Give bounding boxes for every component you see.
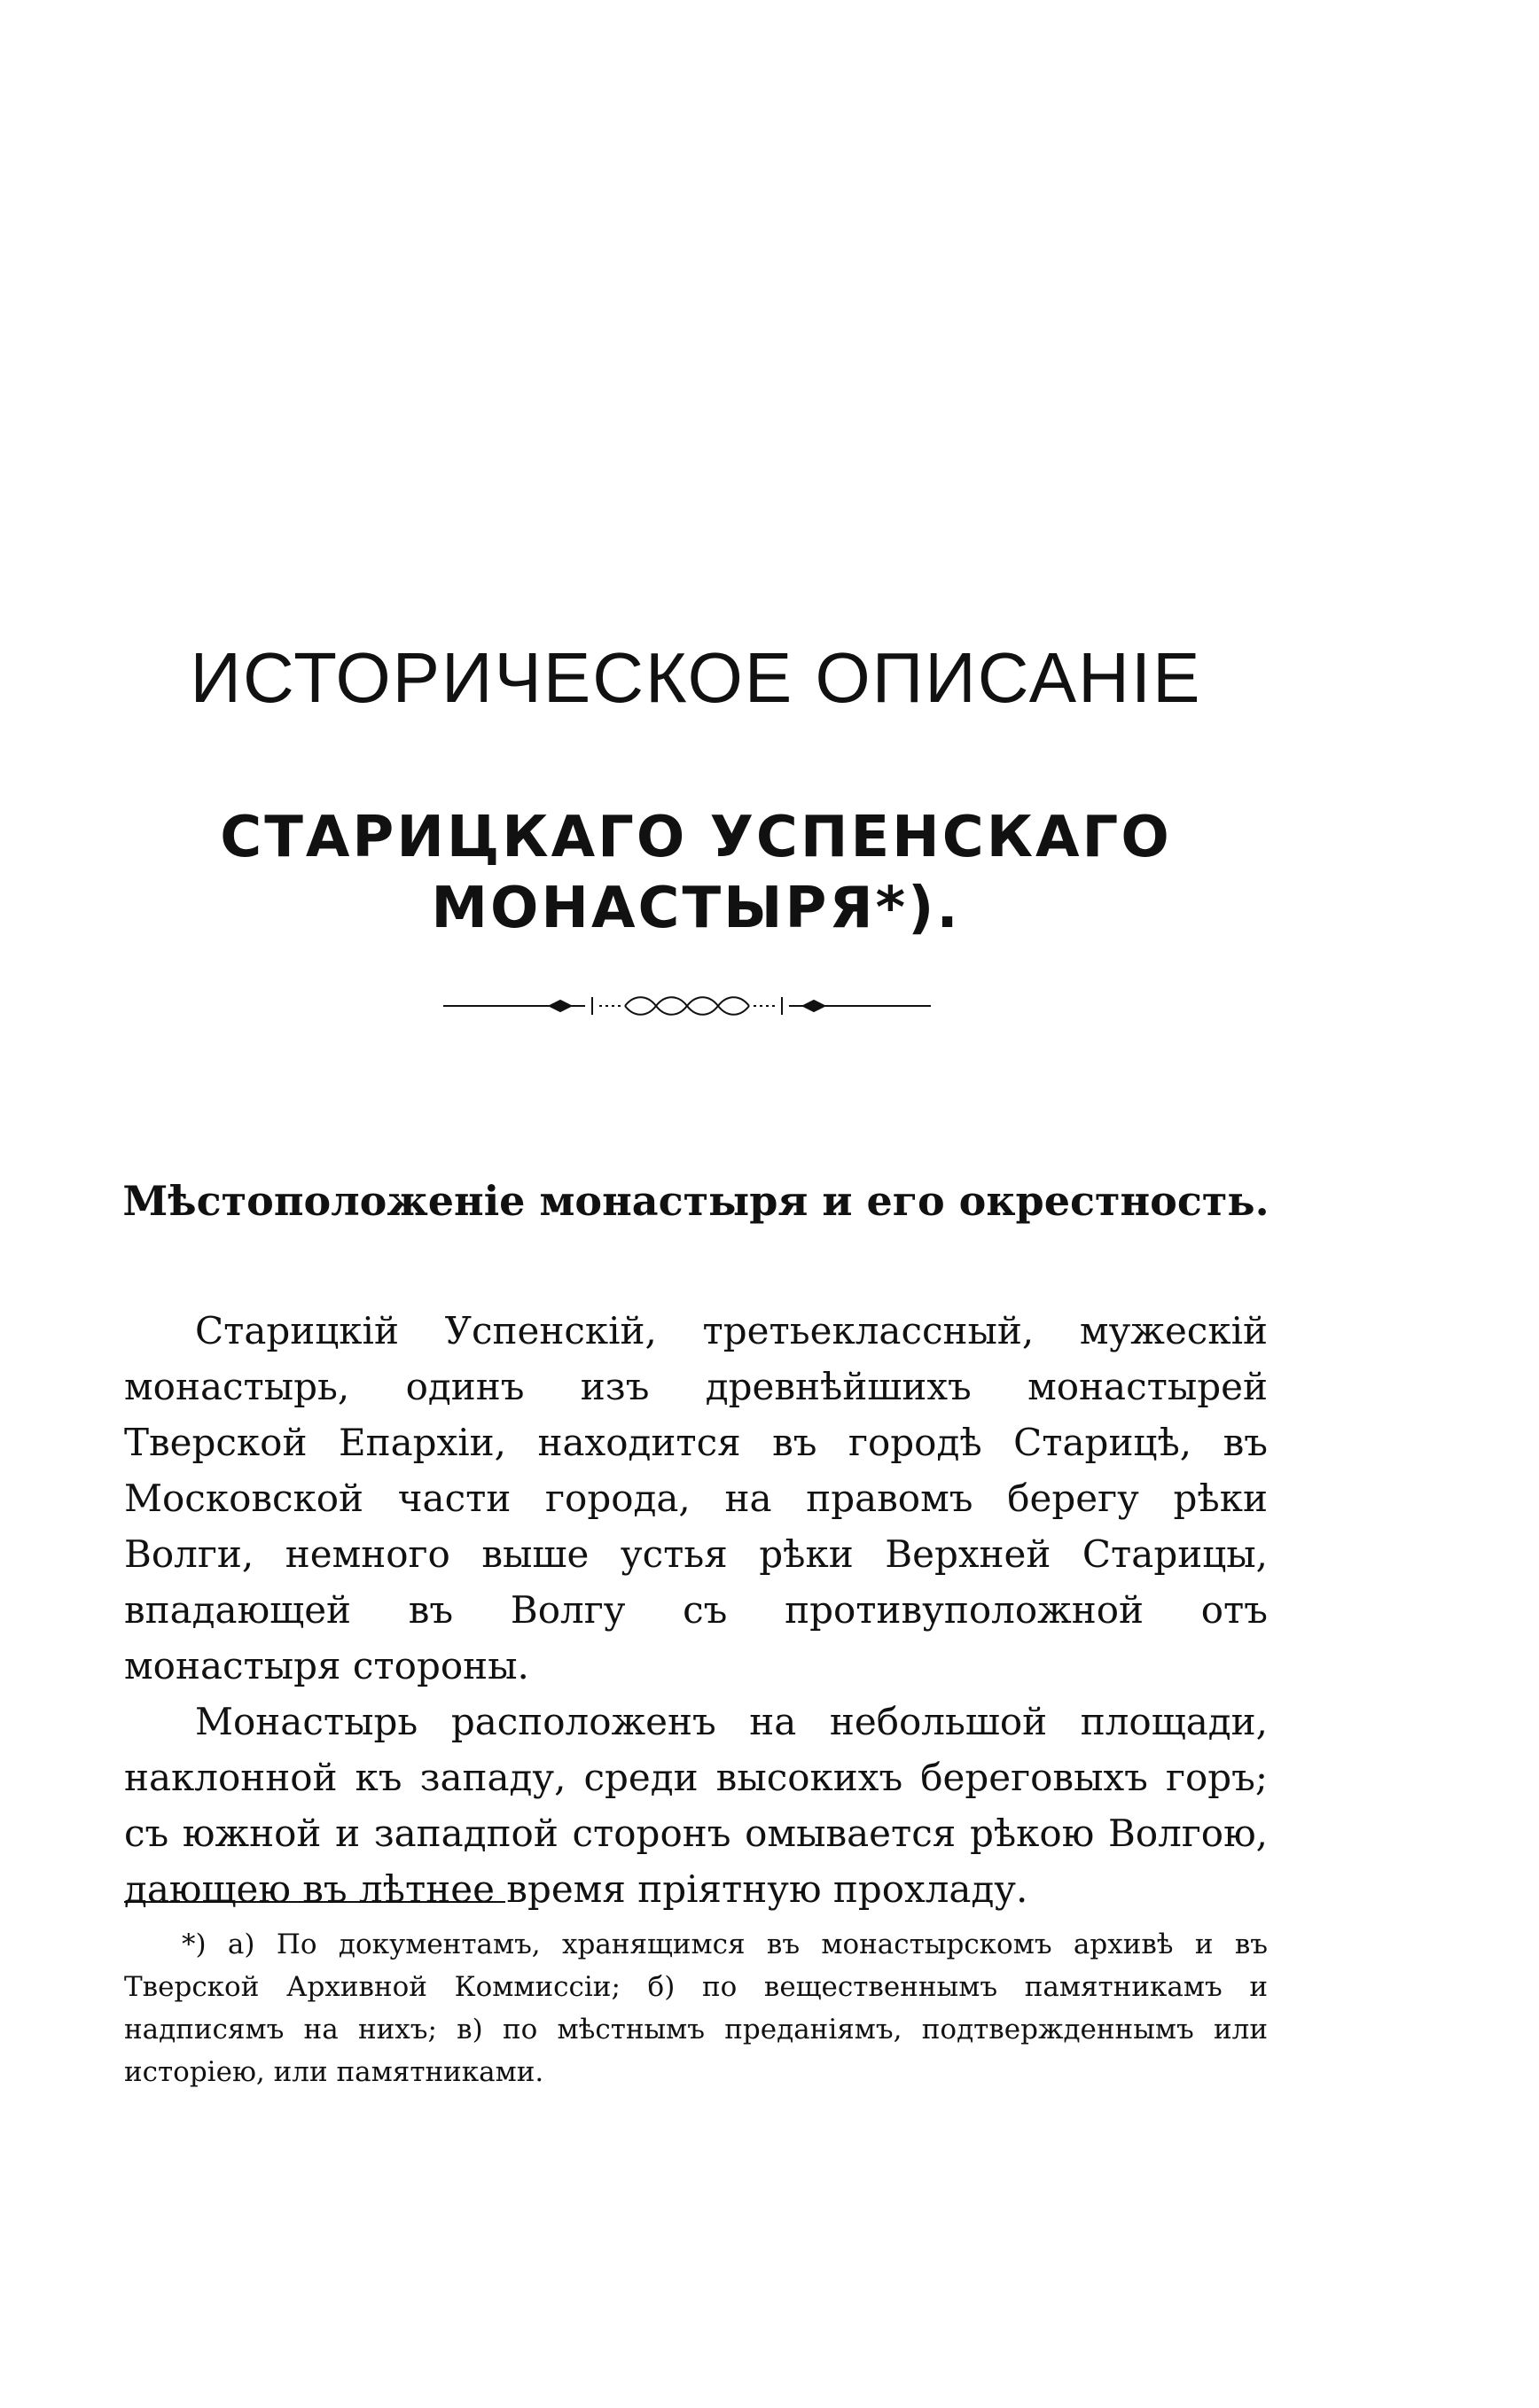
footnote	[124, 1923, 1268, 2093]
page-title: ИСТОРИЧЕСКОЕ ОПИСАНІЕ	[190, 638, 1202, 717]
section-heading: Мѣстоположеніе монастыря и его окрестность.	[122, 1177, 1269, 1225]
footnote-text: *) а) По документамъ, хранящимся въ монастырскомъ архивѣ и въ Тверской Архивной Коммиссіи; б) по вещественнымъ памятникамъ и надписямъ на нихъ; в) по мѣстнымъ преданіямъ, подтвержденнымъ или исторіею, или памятниками.	[124, 1929, 1268, 2088]
paragraph: Монастырь расположенъ на небольшой площади, наклонной къ западу, среди высокихъ береговыхъ горъ; съ южной и западпой сторонъ омывается рѣкою Волгою, дающею въ лѣтнее время пріятную прохладу.	[124, 1700, 1268, 1911]
page-subtitle: СТАРИЦКАГО УСПЕНСКАГО МОНАСТЫРЯ*).	[220, 805, 1172, 941]
body-text	[124, 1303, 1268, 1917]
paragraph: Старицкій Успенскій, третьеклассный, мужескій монастырь, одинъ изъ древнѣйшихъ монастырей Тверской Епархіи, находится въ городѣ Старицѣ, въ Московской части города, на правомъ берегу рѣки Волги, немного выше устья рѣки Верхней Старицы, впадающей въ Волгу съ противуположной отъ монастыря стороны.	[124, 1309, 1268, 1687]
footnote-separator	[124, 1901, 505, 1903]
ornament-divider	[443, 984, 931, 1028]
